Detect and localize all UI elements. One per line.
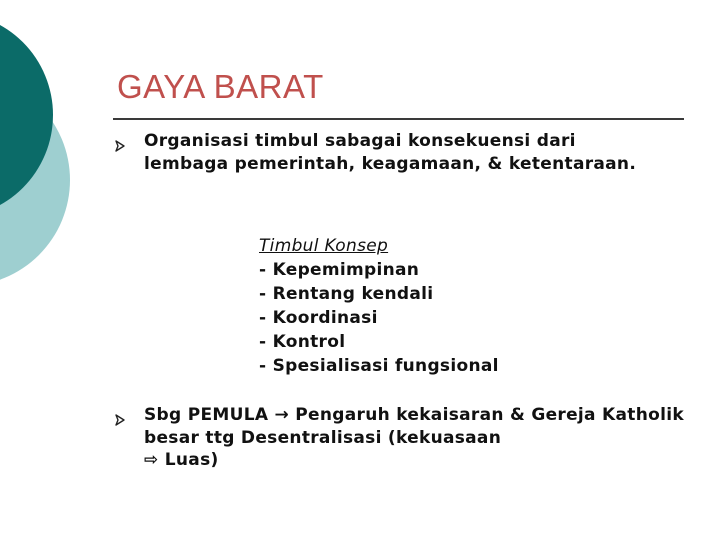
bullet-text-organisasi: Organisasi timbul sabagai konsekuensi dari lembaga pemerintah, keagamaan, & ketentaraan. (144, 131, 637, 174)
slide-title: GAYA BARAT (117, 68, 324, 105)
light-teal-circle (0, 74, 70, 286)
outline-arrow-icon: ⇨ (144, 450, 159, 470)
pemula-suffix: Luas) (164, 450, 219, 470)
concept-item: - Rentang kendali (259, 284, 434, 304)
right-arrow-icon: → (274, 405, 290, 425)
dark-teal-circle (0, 12, 53, 218)
concept-heading: Timbul Konsep (259, 236, 389, 256)
concept-list (259, 234, 499, 378)
pemula-description: Pengaruh kekaisaran & Gereja Katholik besar ttg Desentralisasi (kekuasaan (144, 405, 684, 448)
concept-item: - Kepemimpinan (259, 260, 420, 280)
title-divider (113, 118, 684, 120)
concept-item: - Koordinasi (259, 308, 378, 328)
concept-item: - Spesialisasi fungsional (259, 356, 499, 376)
arrowhead-bullet-icon (114, 414, 126, 426)
concept-item: - Kontrol (259, 332, 346, 352)
arrowhead-bullet-icon (114, 140, 126, 152)
pemula-label: Sbg PEMULA (144, 405, 269, 425)
bullet-text-pemula (144, 404, 684, 472)
